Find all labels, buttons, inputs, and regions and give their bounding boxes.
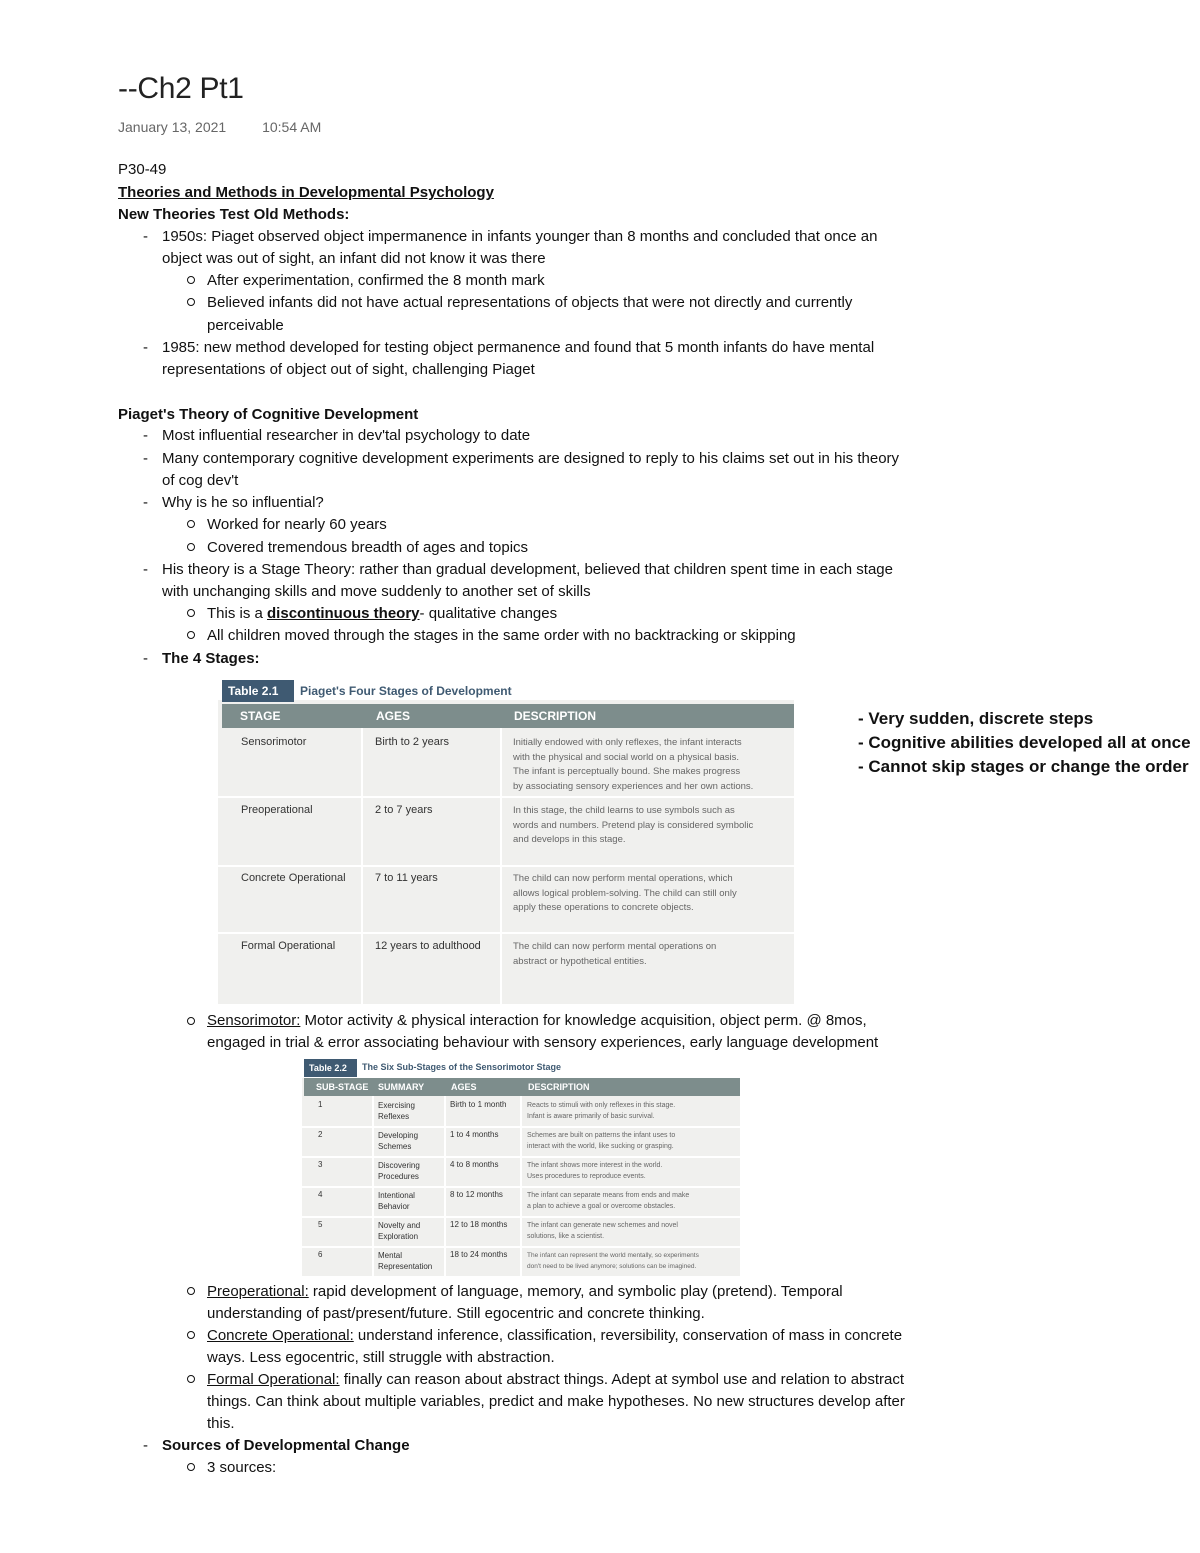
table-tag: Table 2.2 — [304, 1059, 357, 1077]
note-text: His theory is a Stage Theory: rather than gradual development, believed that children spent time in each stage — [162, 561, 893, 578]
table-cell: Schemes are built on patterns the infant uses to interact with the world, like sucking or grasping. — [527, 1132, 676, 1150]
note-text-part: understand inference, classification, reversibility, conservation of mass in concrete — [353, 1327, 903, 1344]
table-cell: Concrete Operational — [241, 872, 346, 884]
section-heading-piaget: Piaget's Theory of Cognitive Development — [118, 406, 419, 423]
note-text — [207, 604, 557, 624]
note-text — [207, 1326, 902, 1346]
table-cell: Mental Representation — [378, 1251, 433, 1271]
note-text: Sources of Developmental Change — [162, 1437, 410, 1454]
bullet-circle-icon — [187, 1017, 195, 1025]
page-title: --Ch2 Pt1 — [118, 72, 244, 105]
table-cell: Intentional Behavior — [378, 1191, 415, 1211]
section-heading-methods: Theories and Methods in Developmental Psychology — [118, 184, 494, 201]
bullet-dash: - — [143, 494, 148, 511]
table-cell: 18 to 24 months — [450, 1250, 508, 1259]
note-text: All children moved through the stages in the same order with no backtracking or skipping — [207, 627, 796, 644]
note-text: understanding of past/present/future. Still egocentric and concrete thinking. — [207, 1305, 705, 1322]
bullet-circle-icon — [187, 520, 195, 528]
note-text — [207, 1011, 867, 1031]
note-text: things. Can think about multiple variables, predict and make hypotheses. No new structures develop after — [207, 1393, 905, 1410]
note-text: of cog dev't — [162, 472, 239, 489]
bullet-dash: - — [143, 339, 148, 356]
table-cell: 6 — [318, 1250, 323, 1259]
table-header-row — [304, 1078, 740, 1096]
table-cell: Formal Operational — [241, 940, 336, 952]
bullet-circle-icon — [187, 298, 195, 306]
table-cell: The child can now perform mental operations, which allows logical problem-solving. The child can still only apply these operations to concrete objects. — [513, 873, 737, 913]
table-title: The Six Sub-Stages of the Sensorimotor Stage — [362, 1062, 562, 1072]
note-text: this. — [207, 1415, 235, 1432]
note-text: Believed infants did not have actual representations of objects that were not directly and currently — [207, 294, 853, 311]
table-cell: 1 to 4 months — [450, 1130, 499, 1139]
table-tag: Table 2.1 — [222, 680, 294, 702]
note-text: Worked for nearly 60 years — [207, 516, 387, 533]
table-cell: 12 to 18 months — [450, 1220, 508, 1229]
table-cell: The infant can generate new schemes and novel solutions, like a scientist. — [527, 1222, 678, 1240]
note-text-part: rapid development of language, memory, and symbolic play (pretend). Temporal — [308, 1283, 843, 1300]
table-cell: Developing Schemes — [378, 1131, 419, 1151]
side-note: - Very sudden, discrete steps — [858, 709, 1094, 728]
table-cell: Initially endowed with only reflexes, the infant interacts with the physical and social world on a physical basis. The infant is perceptually bound. She makes progress by associating sensory experiences and her own actions. — [513, 737, 754, 792]
table-cell: The infant shows more interest in the world. Uses procedures to reproduce events. — [527, 1162, 663, 1180]
bullet-dash: - — [143, 427, 148, 444]
table-cell: 4 — [318, 1190, 323, 1199]
page-time: 10:54 AM — [262, 119, 322, 135]
note-text: Many contemporary cognitive development experiments are designed to reply to his claims set out in his theory — [162, 450, 900, 467]
note-text: After experimentation, confirmed the 8 month mark — [207, 272, 545, 289]
table-cell: Discovering Procedures — [378, 1161, 420, 1181]
table-cell: The child can now perform mental operations on abstract or hypothetical entities. — [513, 941, 717, 967]
table-title: Piaget's Four Stages of Development — [300, 684, 512, 698]
note-text: 1985: new method developed for testing object permanence and found that 5 month infants do have mental — [162, 339, 875, 356]
bullet-dash: - — [143, 1437, 148, 1454]
note-text: object was out of sight, an infant did not know it was there — [162, 250, 546, 267]
bullet-circle-icon — [187, 631, 195, 639]
bullet-circle-icon — [187, 1331, 195, 1339]
table-cell: 2 to 7 years — [375, 804, 433, 816]
note-text-part: finally can reason about abstract things. Adept at symbol use and relation to abstract — [339, 1371, 905, 1388]
table-header-cell: DESCRIPTION — [514, 709, 597, 723]
term-discontinuous-theory: discontinuous theory — [267, 605, 420, 622]
table-cell: 12 years to adulthood — [375, 940, 481, 952]
note-text: perceivable — [207, 317, 284, 334]
note-text-part: Motor activity & physical interaction for knowledge acquisition, object perm. @ 8mos, — [300, 1012, 867, 1029]
note-text: Why is he so influential? — [162, 494, 324, 511]
table-header-cell: DESCRIPTION — [528, 1082, 590, 1092]
table-cell: Exercising Reflexes — [378, 1101, 415, 1121]
term-formal-operational: Formal Operational: — [207, 1371, 340, 1388]
note-text-part: This is a — [207, 605, 268, 622]
side-note: - Cognitive abilities developed all at once — [858, 733, 1191, 752]
table-sensorimotor-substages — [302, 1058, 740, 1276]
table-cell: 5 — [318, 1220, 323, 1229]
bullet-dash: - — [143, 561, 148, 578]
term-preoperational: Preoperational: — [207, 1283, 309, 1300]
term-concrete-operational: Concrete Operational: — [207, 1327, 354, 1344]
note-text: Most influential researcher in dev'tal psychology to date — [162, 427, 531, 444]
note-text: with unchanging skills and move suddenly to another set of skills — [162, 583, 591, 600]
term-sensorimotor: Sensorimotor: — [207, 1012, 301, 1029]
table-header-cell: SUB-STAGE — [316, 1082, 369, 1092]
table-cell: 4 to 8 months — [450, 1160, 499, 1169]
bullet-circle-icon — [187, 543, 195, 551]
table-cell: Reacts to stimuli with only reflexes in this stage. Infant is aware primarily of basic survival. — [527, 1102, 676, 1120]
note-text: The 4 Stages: — [162, 650, 260, 667]
note-text: 3 sources: — [207, 1459, 277, 1476]
table-cell: Novelty and Exploration — [378, 1221, 421, 1241]
bullet-dash: - — [143, 650, 148, 667]
bullet-circle-icon — [187, 1463, 195, 1471]
table-piaget-stages — [218, 678, 794, 1004]
table-cell: 8 to 12 months — [450, 1190, 503, 1199]
bullet-circle-icon — [187, 276, 195, 284]
note-text: representations of object out of sight, challenging Piaget — [162, 361, 535, 378]
table-cell: In this stage, the child learns to use symbols such as words and numbers. Pretend play is considered symbolic and develops in this stage. — [513, 805, 754, 845]
table-cell: The infant can separate means from ends and make a plan to achieve a goal or overcome obstacles. — [527, 1192, 690, 1210]
table-cell: 3 — [318, 1160, 323, 1169]
table-cell: Birth to 2 years — [375, 736, 449, 748]
note-text — [207, 1370, 904, 1390]
table-header-cell: AGES — [376, 709, 411, 723]
note-text-part: - qualitative changes — [419, 605, 558, 622]
side-note: - Cannot skip stages or change the order — [858, 757, 1189, 776]
table-cell: 7 to 11 years — [375, 872, 438, 884]
bullet-circle-icon — [187, 1375, 195, 1383]
bullet-circle-icon — [187, 1287, 195, 1295]
subheading-old-methods: New Theories Test Old Methods: — [118, 206, 350, 223]
bullet-dash: - — [143, 450, 148, 467]
bullet-circle-icon — [187, 609, 195, 617]
table-cell: Sensorimotor — [241, 736, 307, 748]
table-cell: Preoperational — [241, 804, 313, 816]
table-header-cell: AGES — [451, 1082, 477, 1092]
table-cell: Birth to 1 month — [450, 1100, 507, 1109]
page-range: P30-49 — [118, 161, 167, 178]
table-cell: 2 — [318, 1130, 323, 1139]
note-text: 1950s: Piaget observed object impermanence in infants younger than 8 months and concluded that once an — [162, 228, 878, 245]
table-cell: The infant can represent the world mentally, so experiments don't need to be lived anymore; solutions can be imagined. — [527, 1252, 699, 1270]
note-text — [207, 1282, 843, 1302]
note-text: Covered tremendous breadth of ages and topics — [207, 539, 529, 556]
bullet-dash: - — [143, 228, 148, 245]
table-cell: 1 — [318, 1100, 323, 1109]
table-header-row — [222, 704, 794, 728]
page-dateline — [118, 119, 321, 135]
page-date: January 13, 2021 — [118, 119, 227, 135]
table-header-cell: SUMMARY — [378, 1082, 425, 1092]
table-header-cell: STAGE — [240, 709, 281, 723]
note-text: ways. Less egocentric, still struggle with abstraction. — [207, 1349, 555, 1366]
note-text: engaged in trial & error associating behaviour with sensory experiences, early language development — [207, 1034, 879, 1051]
